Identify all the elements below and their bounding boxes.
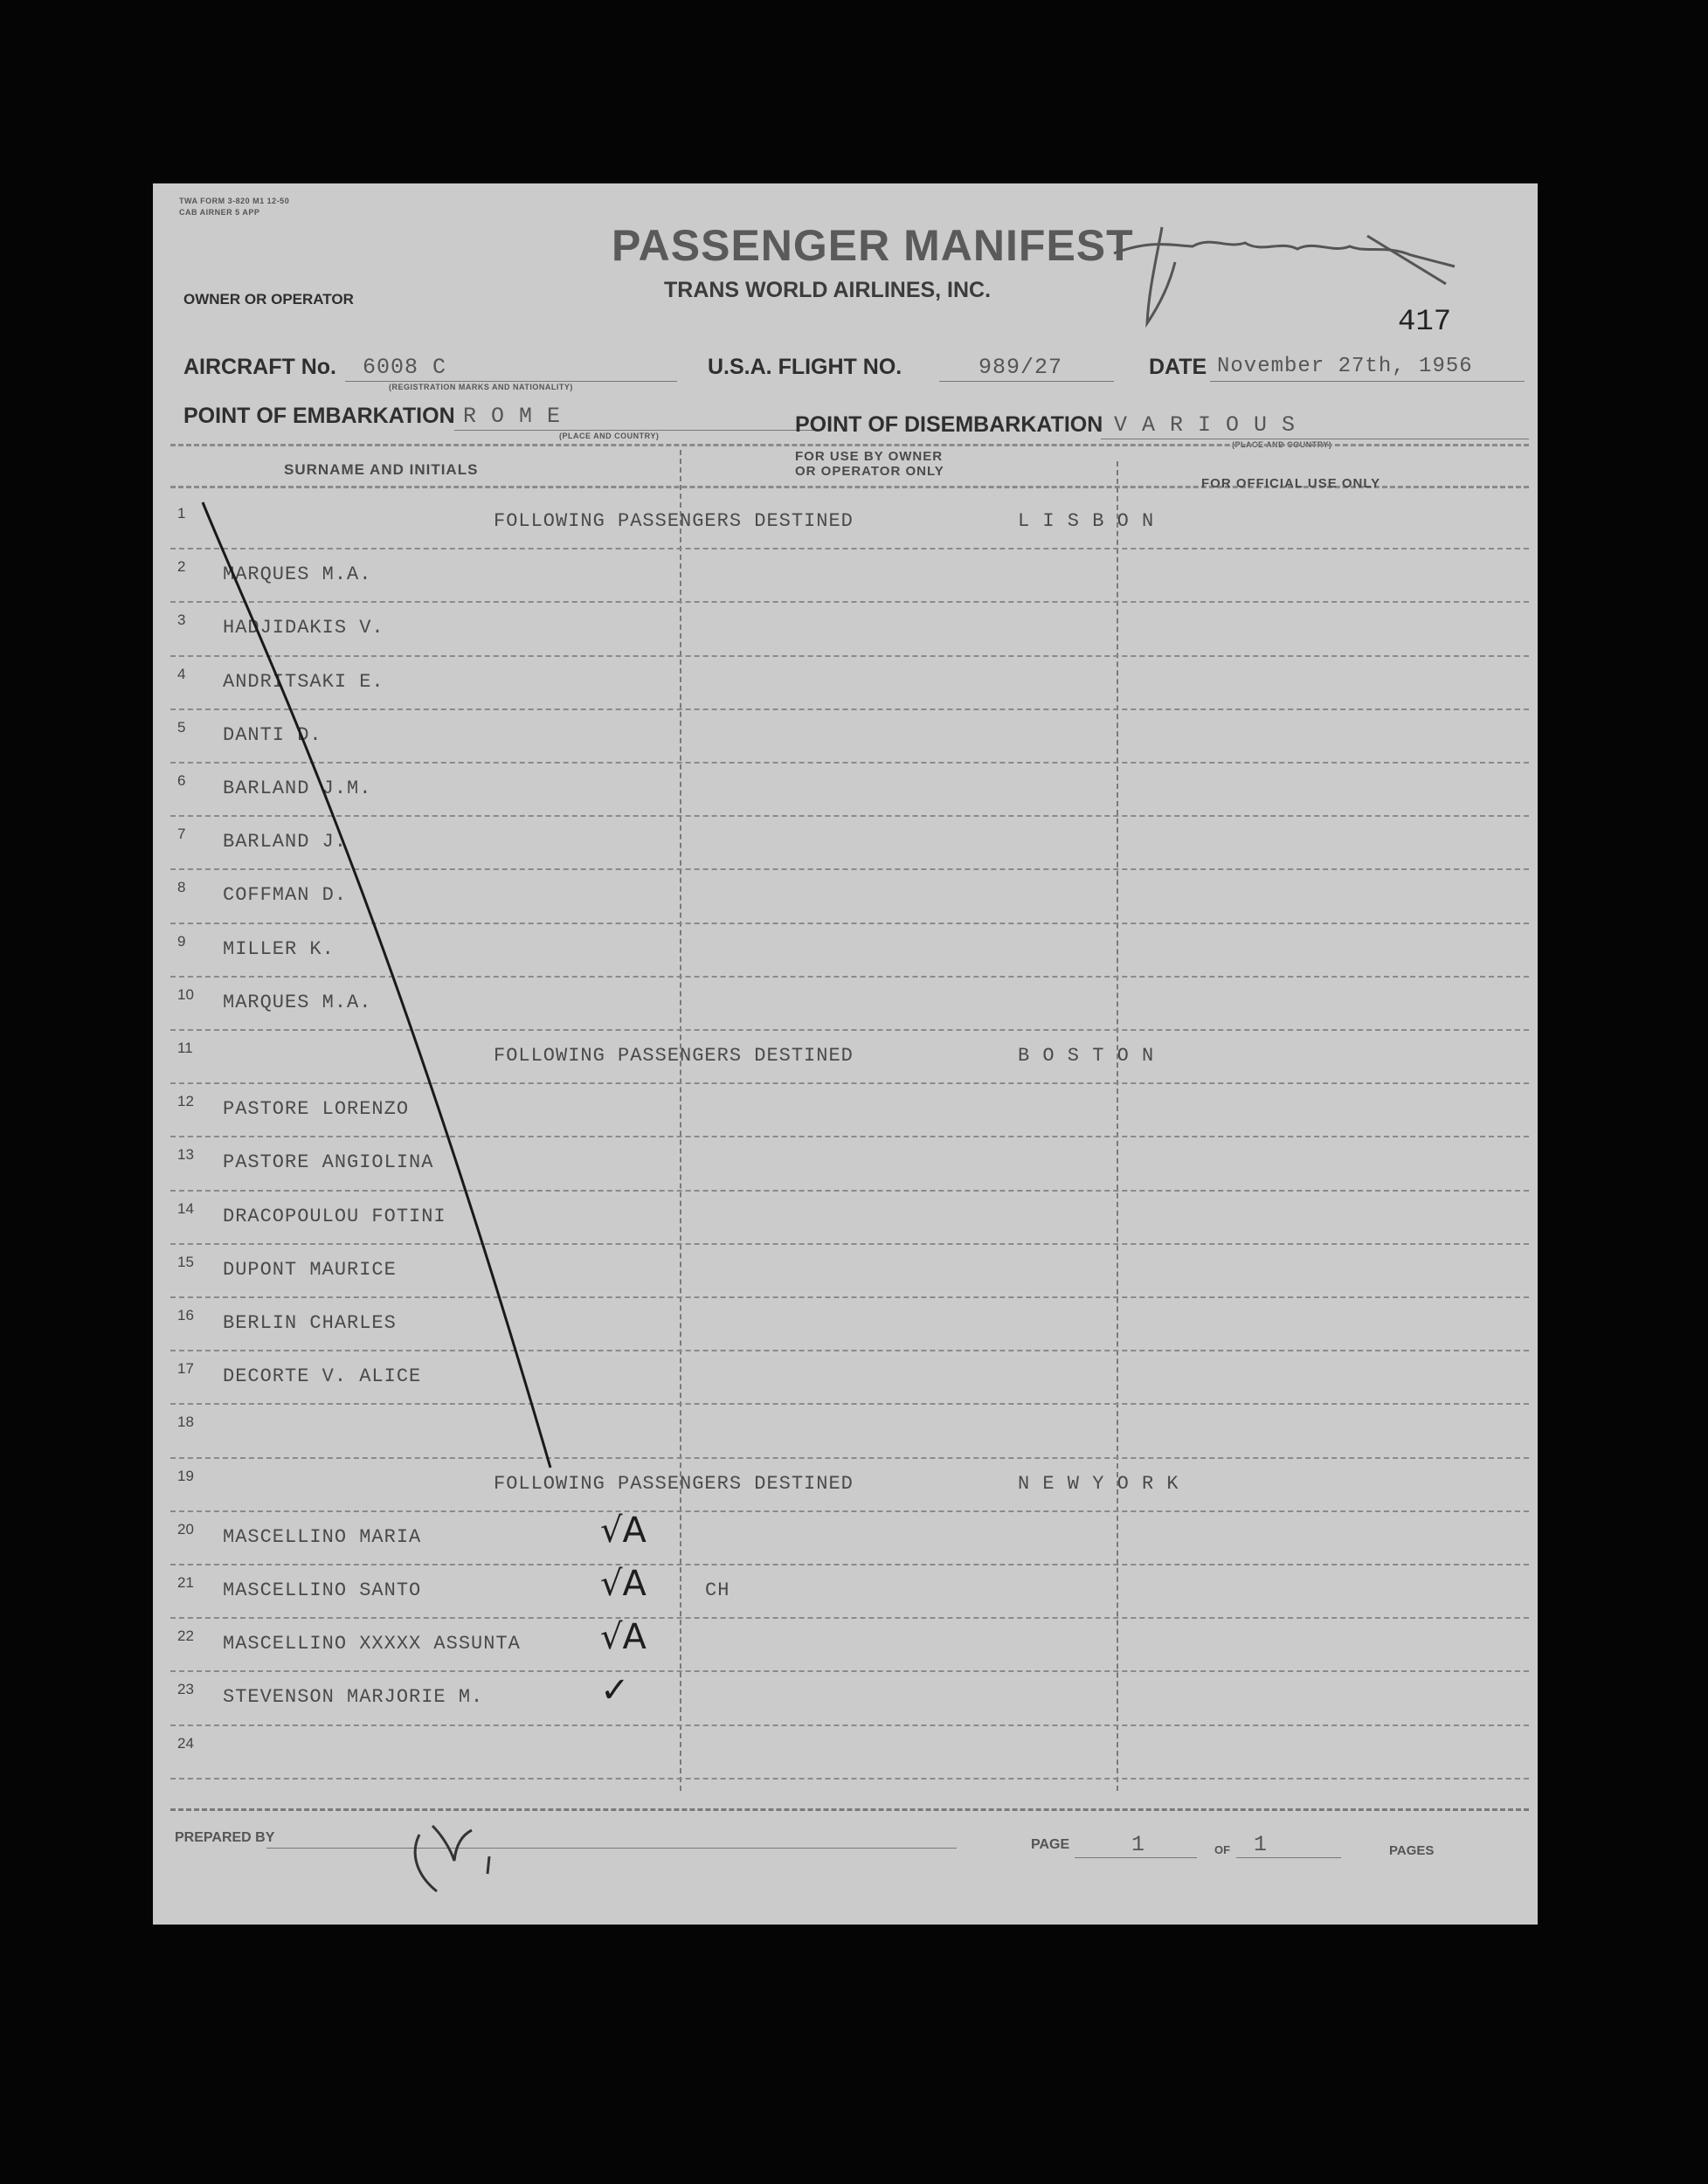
disembark-value: V A R I O U S xyxy=(1114,412,1297,438)
row-number: 11 xyxy=(177,1040,193,1056)
row-number: 13 xyxy=(177,1146,194,1164)
passenger-name: BARLAND J.M. xyxy=(223,778,372,799)
flight-value: 989/27 xyxy=(978,355,1063,380)
embark-value: R O M E xyxy=(463,404,562,429)
destination-city: N E W Y O R K xyxy=(1018,1472,1179,1495)
disembark-label: POINT OF DISEMBARKATION xyxy=(795,412,1103,437)
passenger-name: BARLAND J. xyxy=(223,831,348,854)
row-number: 12 xyxy=(177,1093,194,1110)
airline-name: TRANS WORLD AIRLINES, INC. xyxy=(664,278,992,302)
column-surname: SURNAME AND INITIALS xyxy=(284,461,479,478)
passenger-name: MARQUES M.A. xyxy=(223,991,372,1013)
document-title: PASSENGER MANIFEST xyxy=(612,221,1134,270)
row-number: 4 xyxy=(177,665,186,682)
of-value: 1 xyxy=(1254,1832,1269,1857)
aircraft-value: 6008 C xyxy=(363,355,447,380)
embark-sub: (PLACE AND COUNTRY) xyxy=(559,432,660,440)
passenger-name: DANTI D. xyxy=(223,723,322,746)
page-number-stamp: 417 xyxy=(1398,306,1452,339)
checkmark-annotation: √A xyxy=(600,1564,647,1604)
prepared-label: PREPARED BY xyxy=(175,1830,275,1845)
destination-header: FOLLOWING PASSENGERS DESTINED xyxy=(494,510,854,532)
destination-header: FOLLOWING PASSENGERS DESTINED xyxy=(494,1472,854,1495)
pen-stroke xyxy=(153,183,1538,1925)
page-label: PAGE xyxy=(1031,1837,1070,1852)
owner-note: CH xyxy=(705,1579,730,1601)
page-value: 1 xyxy=(1131,1832,1146,1857)
row-number: 9 xyxy=(177,932,186,950)
passenger-name: PASTORE ANGIOLINA xyxy=(223,1151,434,1174)
passenger-name: MASCELLINO SANTO xyxy=(223,1579,422,1601)
row-number: 20 xyxy=(177,1520,194,1538)
date-label: DATE xyxy=(1149,355,1207,379)
row-number: 2 xyxy=(177,558,186,576)
passenger-name: DECORTE V. ALICE xyxy=(223,1365,422,1388)
row-number: 3 xyxy=(177,612,186,629)
row-number: 24 xyxy=(177,1734,194,1752)
column-owner: FOR USE BY OWNER OR OPERATOR ONLY xyxy=(795,449,944,479)
row-number: 6 xyxy=(177,772,186,789)
row-number: 21 xyxy=(177,1574,194,1591)
destination-city: B O S T O N xyxy=(1018,1045,1155,1067)
destination-city: L I S B O N xyxy=(1018,510,1155,532)
passenger-name: STEVENSON MARJORIE M. xyxy=(223,1686,484,1709)
passenger-name: BERLIN CHARLES xyxy=(223,1312,397,1334)
row-number: 15 xyxy=(177,1253,194,1270)
passenger-name: DUPONT MAURICE xyxy=(223,1258,397,1281)
row-number: 16 xyxy=(177,1307,194,1324)
passenger-name: MARQUES M.A. xyxy=(223,563,372,586)
disembark-sub: (PLACE AND COUNTRY) xyxy=(1232,440,1332,449)
owner-label: OWNER OR OPERATOR xyxy=(183,291,354,308)
form-code: TWA FORM 3-820 M1 12-50 CAB AIRNER 5 APP xyxy=(179,197,290,217)
row-number: 18 xyxy=(177,1413,194,1431)
row-number: 5 xyxy=(177,718,186,736)
passenger-name: PASTORE LORENZO xyxy=(223,1098,410,1121)
passenger-name: MILLER K. xyxy=(223,937,335,960)
manifest-document xyxy=(153,183,1538,1925)
date-value: November 27th, 1956 xyxy=(1217,355,1473,378)
checkmark-annotation: √A xyxy=(600,1617,647,1658)
prepared-signature xyxy=(402,1808,524,1904)
row-number: 23 xyxy=(177,1681,194,1698)
column-official: FOR OFFICIAL USE ONLY xyxy=(1201,476,1381,491)
aircraft-label: AIRCRAFT No. xyxy=(183,355,336,379)
checkmark-annotation: √A xyxy=(600,1510,647,1551)
passenger-name: MASCELLINO XXXXX ASSUNTA xyxy=(223,1633,521,1655)
flight-label: U.S.A. FLIGHT NO. xyxy=(708,355,902,379)
row-number: 10 xyxy=(177,985,194,1003)
aircraft-sub: (REGISTRATION MARKS AND NATIONALITY) xyxy=(389,383,573,391)
of-label: OF xyxy=(1214,1843,1231,1856)
passenger-name: COFFMAN D. xyxy=(223,884,348,907)
passenger-name: ANDRITSAKI E. xyxy=(223,670,384,693)
passenger-name: DRACOPOULOU FOTINI xyxy=(223,1205,446,1227)
row-number: 1 xyxy=(177,505,186,522)
passenger-name: HADJIDAKIS V. xyxy=(223,617,384,639)
row-number: 22 xyxy=(177,1628,194,1645)
destination-header: FOLLOWING PASSENGERS DESTINED xyxy=(494,1045,854,1067)
pages-label: PAGES xyxy=(1389,1843,1435,1858)
row-number: 14 xyxy=(177,1199,194,1217)
row-number: 17 xyxy=(177,1360,194,1378)
passenger-name: MASCELLINO MARIA xyxy=(223,1525,422,1548)
checkmark-annotation: ✓ xyxy=(600,1670,630,1711)
row-number: 8 xyxy=(177,879,186,896)
embark-label: POINT OF EMBARKATION xyxy=(183,404,455,428)
row-number: 19 xyxy=(177,1467,194,1484)
row-number: 7 xyxy=(177,826,186,843)
